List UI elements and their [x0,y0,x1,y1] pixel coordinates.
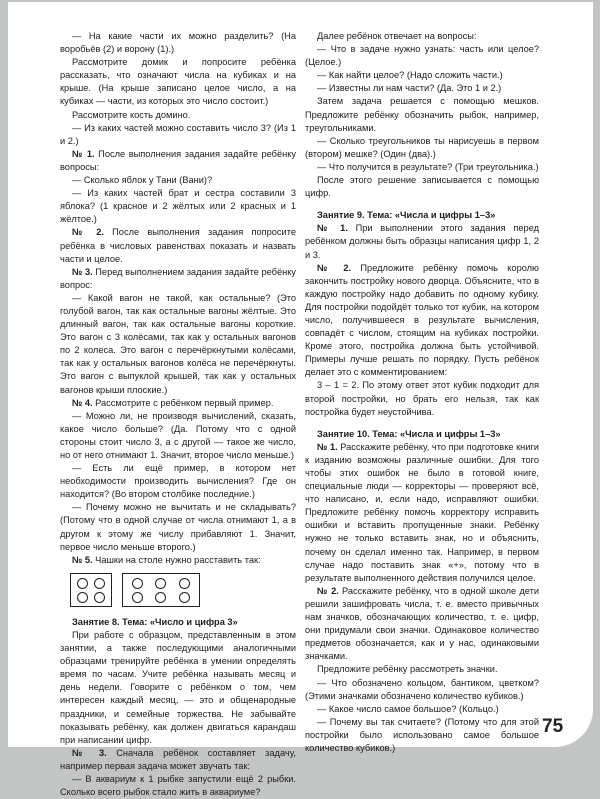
paragraph-text: Рассмотрите домик и попросите ребёнка рассказать, что означают числа на кубиках и на крыше. (На крыше записано целое число, а на кубиках — части, из которых это число состоит.) [60,57,296,107]
paragraph-text: — В аквариум к 1 рыбке запустили ещё 2 рыбки. Сколько всего рыбок стало жить в аквариуме? [60,773,296,798]
paragraph [60,747,296,773]
paragraph-text: — Сколько треугольников ты нарисуешь в первом (втором) мешке? (Один (два).) [305,135,539,159]
paragraph-text: Расскажите ребёнку, что при подготовке книги к изданию возможны различные ошибки. Для того чтобы этих ошибок не было в готовой книге, специальные люди — корректоры — проверяют всё, что написано, и, если надо, исправляют ошибки. Предложите ребёнку помочь корректору исправить ошибки и вставить пропущенные знаки. Ребёнку нужно не только вставить знак, но и объяснить, почему он сделал именно так. Например, в первом случае надо поставить знак «+», потому что в результате выполненного действия получился целое. [305,441,539,583]
paragraph [305,174,539,200]
paragraph [60,292,296,397]
lesson-heading-text: Занятие 9. Тема: «Числа и цифры 1–3» [317,210,496,221]
paragraph-text: — Какой вагон не такой, как остальные? (Это голубой вагон, так как остальные вагоны жёлтые. Это длинный вагон, так как остальные вагоны короткие. Это вагон с 3 колёсами, так как у остальных вагонов по 2 колеса. Это вагон с перечёркнутыми колёсами, так как у остальных вагонов колёса не перечёркнуты. Это вагон с выпуклой крышей, так как у остальных вагонов крыши плоские.) [60,292,296,395]
paragraph [305,663,539,676]
lesson-heading [305,209,539,222]
paragraph [305,135,539,161]
task-number: № 1. [72,148,95,159]
lesson-heading-text: Занятие 10. Тема: «Числа и цифры 1–3» [317,428,501,439]
paragraph [305,441,539,585]
task-number: № 3. [72,747,107,758]
paragraph-text: Затем задача решается с помощью мешков. Предложите ребёнку обозначить рыбок, например, треугольниками. [305,96,539,133]
paragraph-text: Расскажите ребёнку, что в одной школе дети решили зашифровать числа, т. е. вместо привычных нам значков, обозначающих количество, т. е. цифр, они придумали свои значки. Одинаковое количество предметов обозначается, как и у нас, одинаковыми значками. [305,585,539,662]
task-number: № 2. [72,227,104,238]
paragraph [305,585,539,664]
paragraph-text: Рассмотрите с ребёнком первый пример. [92,397,274,408]
paragraph [60,410,296,462]
paragraph-text: — Известны ли нам части? (Да. Это 1 и 2.) [317,83,502,94]
task-number: № 1. [317,441,338,452]
right-column [305,30,539,755]
cup-icon [155,578,166,589]
cup-icon [132,578,143,589]
paragraph [60,187,296,226]
cup-icon [179,592,190,603]
paragraph-text: — Как найти целое? (Надо сложить части.) [317,70,503,81]
paragraph-text: — Почему вы так считаете? (Потому что для этой постройки было использовано самое большое количество кубиков.) [305,716,539,753]
paragraph-text: — Сколько яблок у Тани (Вани)? [72,175,213,186]
paragraph [60,30,296,56]
cup-icon [77,578,88,589]
paragraph [305,30,539,43]
paragraph-text: 3 – 1 = 2. По этому ответ этот кубик подходит для второй постройки, но брать его нельзя, так как постройка будет неустойчива. [305,380,539,417]
paragraph-text: — Что обозначено кольцом, бантиком, цветком? (Этими значками обозначено количество кубиков.) [305,677,539,701]
paragraph [60,174,296,187]
paragraph-text: Перед выполнением задания задайте ребёнку вопрос: [60,266,296,290]
paragraph [305,716,539,755]
paragraph-text: Предложите ребёнку рассмотреть значки. [317,664,498,675]
paragraph [60,462,296,501]
paragraph-text: При выполнении этого задания перед ребёнком должны быть образцы написания цифр 1, 2 и 3. [305,223,539,260]
paragraph-text: — Можно ли, не производя вычислений, сказать, какое число больше? (Да. Потому что с одной стороны стоит число 3, а с другой — такое же число, но от него отнимают 1. Значит, второе число меньше.) [60,410,296,460]
cup-icon [94,578,105,589]
lesson-heading [305,428,539,441]
paragraph [305,161,539,174]
paragraph [60,397,296,410]
task-number: № 5. [72,554,93,565]
cup-icon [179,578,190,589]
paragraph-text: Сначала ребёнок составляет задачу, например первая задача может звучать так: [60,747,296,771]
paragraph [60,56,296,108]
task-number: № 4. [72,397,93,408]
paragraph-text: Чашки на столе нужно расставить так: [92,554,261,565]
paragraph [60,266,296,292]
paragraph-text: — Из каких частей брат и сестра составили 3 яблока? (1 красное и 2 жёлтых или 2 красных и 1 жёлтое.) [60,188,296,225]
paragraph [60,148,296,174]
paragraph [60,773,296,799]
cup-icon [77,592,88,603]
task-number: № 3. [72,266,93,277]
left-column [60,30,296,799]
paragraph-text: Далее ребёнок отвечает на вопросы: [317,31,477,41]
lesson-heading-text: Занятие 8. Тема: «Число и цифра 3» [72,616,238,627]
paragraph-text: — Какое число самое большое? (Кольцо.) [317,703,499,714]
cup-icon [132,592,143,603]
task-number: № 2. [317,262,352,273]
paragraph-text: — Из каких частей можно составить число 3? (Из 1 и 2.) [60,122,296,146]
page-number: 75 [542,716,564,737]
paragraph [305,82,539,95]
paragraph [305,222,539,261]
paragraph-text: — Что в задаче нужно узнать: часть или целое? (Целое.) [305,44,539,68]
cups-group-six [122,573,200,607]
paragraph [305,677,539,703]
paragraph [60,109,296,122]
paragraph-text: При работе с образцом, представленным в этом занятии, а также последующими аналогичными образцами тренируйте ребёнка в умении определять время по часам. Учите ребёнка называть месяц и день недели. Говорите с ребёнком о том, чем интересен каждый месяц, — это и общенародные праздники, и семейные торжества. Не забывайте показывать ребёнку, как должен двигаться карандаш при написании цифр. [60,629,296,745]
paragraph [305,703,539,716]
paragraph-text: — Есть ли ещё пример, в котором нет необходимости производить вычисления? Где он находится? (Во втором столбике последние.) [60,463,296,500]
paragraph [305,69,539,82]
paragraph-text: — Почему можно не вычитать и не складывать? (Потому что в одной случае от числа отнимают 1, а в другом к этому же числу прибавляют 1. Значит, первое число меньше второго.) [60,502,296,552]
paragraph-text: Предложите ребёнку помочь королю закончить постройку нового дворца. Объясните, что в каждую постройку надо добавить по одному кубику. Для постройки подойдёт только тот кубик, на котором число, получившееся в результате вычисления, совпадёт с числом, стоящим на кубиках постройки. Кроме этого, постройка должна быть устойчивой. Примеры лучше решать по порядку. Пусть ребёнок делает это с комментированием: [305,262,539,378]
cups-illustration [70,573,296,607]
paragraph-text: После выполнения задания попросите ребёнка в числовых равенствах показать и назвать части и целое. [60,227,296,264]
paragraph [305,43,539,69]
task-number: № 1. [317,223,348,234]
lesson-heading [60,616,296,629]
paragraph-text: После этого решение записывается с помощью цифр. [305,175,539,199]
cup-icon [94,592,105,603]
paragraph [60,501,296,553]
cup-icon [155,592,166,603]
paragraph-text: Рассмотрите кость домино. [72,109,191,120]
paragraph [305,95,539,134]
task-number: № 2. [317,585,339,596]
paragraph [305,262,539,380]
paragraph [60,629,296,747]
paragraph [305,379,539,418]
paragraph-text: После выполнения задания задайте ребёнку вопросы: [60,148,296,172]
cups-group-four [70,573,112,607]
paragraph [60,122,296,148]
paragraph [60,226,296,265]
paragraph-text: — На какие части их можно разделить? (На воробьёв (2) и ворону (1).) [60,31,296,55]
paragraph-text: — Что получится в результате? (Три треугольника.) [317,161,539,172]
paragraph [60,554,296,567]
